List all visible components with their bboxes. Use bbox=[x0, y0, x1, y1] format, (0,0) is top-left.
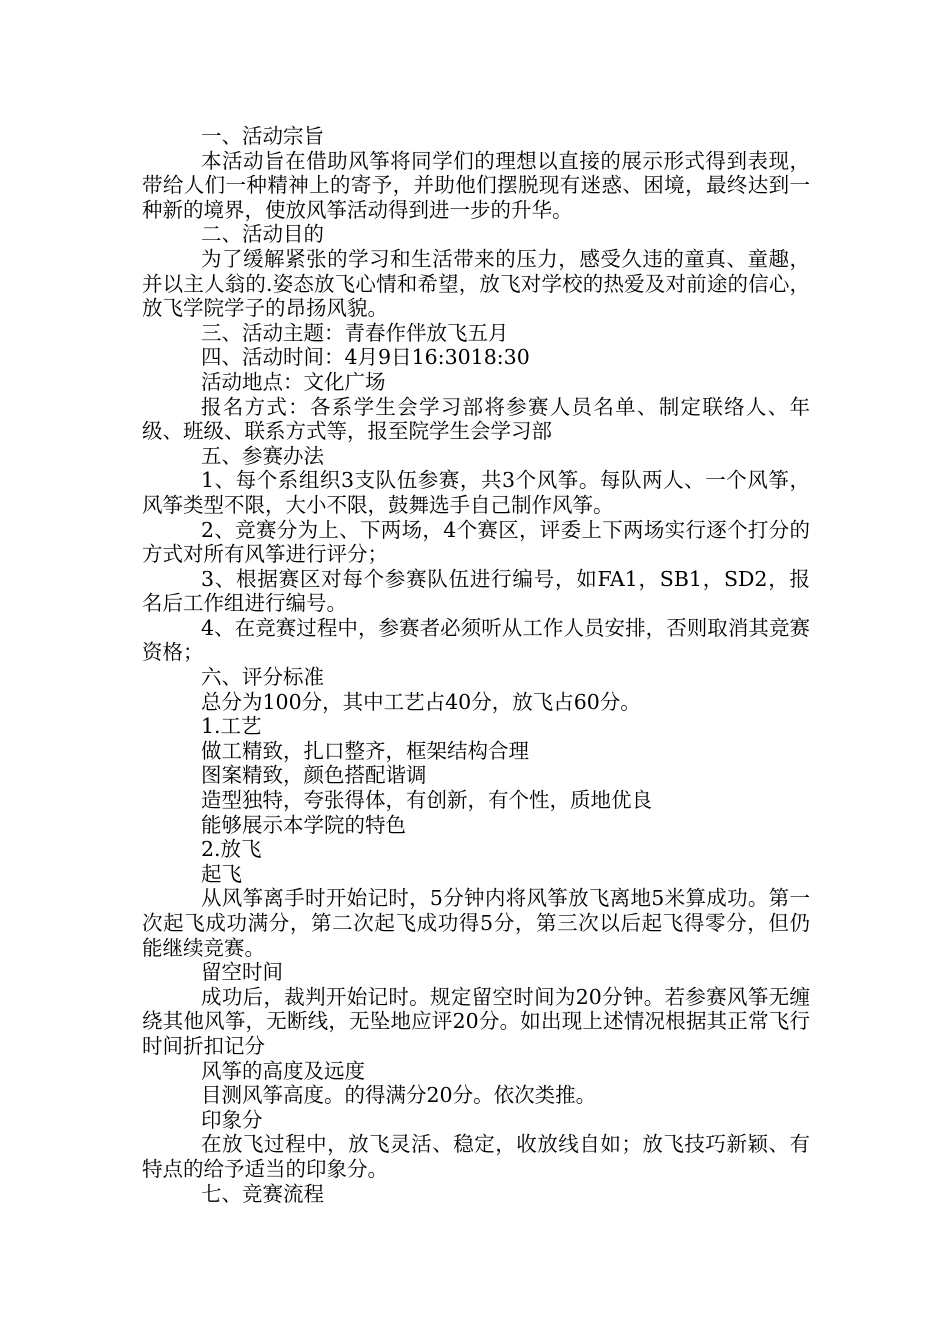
list-item-method-1: 1、每个系组织3支队伍参赛，共3个风筝。每队两人、一个风筝，风筝类型不限，大小不限，鼓舞选手自己制作风筝。 bbox=[142, 468, 810, 517]
section-heading-time: 四、活动时间：4月9日16:3018:30 bbox=[201, 345, 530, 370]
list-item-craft-3: 造型独特，夸张得体，有创新，有个性，质地优良 bbox=[201, 788, 652, 813]
document-body bbox=[142, 124, 810, 1206]
section-heading-procedure: 七、竞赛流程 bbox=[201, 1181, 324, 1206]
paragraph-registration: 报名方式：各系学生会学习部将参赛人员名单、制定联络人、年级、班级、联系方式等，报至院学生会学习部 bbox=[142, 394, 810, 444]
subheading-airtime: 留空时间 bbox=[201, 960, 283, 985]
paragraph-airtime: 成功后，裁判开始记时。规定留空时间为20分钟。若参赛风筝无缠绕其他风筝，无断线，无坠地应评20分。如出现上述情况根据其正常飞行时间折扣记分 bbox=[142, 984, 810, 1058]
list-item-method-2: 2、竞赛分为上、下两场，4个赛区，评委上下两场实行逐个打分的方式对所有风筝进行评分； bbox=[142, 517, 810, 567]
paragraph-purpose: 本活动旨在借助风筝将同学们的理想以直接的展示形式得到表现，带给人们一种精神上的寄予，并助他们摆脱现有迷惑、困境，最终达到一种新的境界，使放风筝活动得到进一步的升华。 bbox=[142, 148, 810, 222]
paragraph-height: 目测风筝高度。的得满分20分。依次类推。 bbox=[201, 1083, 597, 1108]
subheading-flying: 2.放飞 bbox=[201, 837, 262, 862]
list-item-craft-1: 做工精致，扎口整齐，框架结构合理 bbox=[201, 738, 529, 763]
list-item-craft-4: 能够展示本学院的特色 bbox=[201, 812, 406, 837]
list-item-craft-2: 图案精致，颜色搭配谐调 bbox=[201, 763, 427, 788]
subheading-height: 风筝的高度及远度 bbox=[201, 1058, 365, 1083]
section-heading-method: 五、参赛办法 bbox=[201, 443, 324, 468]
subheading-impression: 印象分 bbox=[201, 1107, 263, 1132]
paragraph-total-score: 总分为100分，其中工艺占40分，放飞占60分。 bbox=[201, 689, 641, 714]
paragraph-goal: 为了缓解紧张的学习和生活带来的压力，感受久违的童真、童趣，并以主人翁的.姿态放飞心情和希望，放飞对学校的热爱及对前途的信心，放飞学院学子的昂扬风貌。 bbox=[142, 246, 810, 321]
paragraph-location: 活动地点：文化广场 bbox=[201, 369, 386, 394]
section-heading-theme: 三、活动主题：青春作伴放飞五月 bbox=[201, 320, 509, 345]
list-item-method-4: 4、在竞赛过程中，参赛者必须听从工作人员安排，否则取消其竞赛资格； bbox=[142, 615, 810, 665]
section-heading-goal: 二、活动目的 bbox=[201, 222, 324, 247]
subheading-takeoff: 起飞 bbox=[201, 861, 242, 886]
paragraph-takeoff: 从风筝离手时开始记时，5分钟内将风筝放飞离地5米算成功。第一次起飞成功满分，第二次起飞成功得5分，第三次以后起飞得零分，但仍能继续竞赛。 bbox=[142, 886, 810, 960]
subheading-craft: 1.工艺 bbox=[201, 714, 262, 739]
section-heading-scoring: 六、评分标准 bbox=[201, 665, 324, 690]
paragraph-impression: 在放飞过程中，放飞灵活、稳定，收放线自如；放飞技巧新颖、有特点的给予适当的印象分。 bbox=[142, 1132, 810, 1181]
section-heading-purpose: 一、活动宗旨 bbox=[201, 124, 324, 148]
list-item-method-3: 3、根据赛区对每个参赛队伍进行编号，如FA1，SB1，SD2，报名后工作组进行编号。 bbox=[142, 566, 810, 616]
